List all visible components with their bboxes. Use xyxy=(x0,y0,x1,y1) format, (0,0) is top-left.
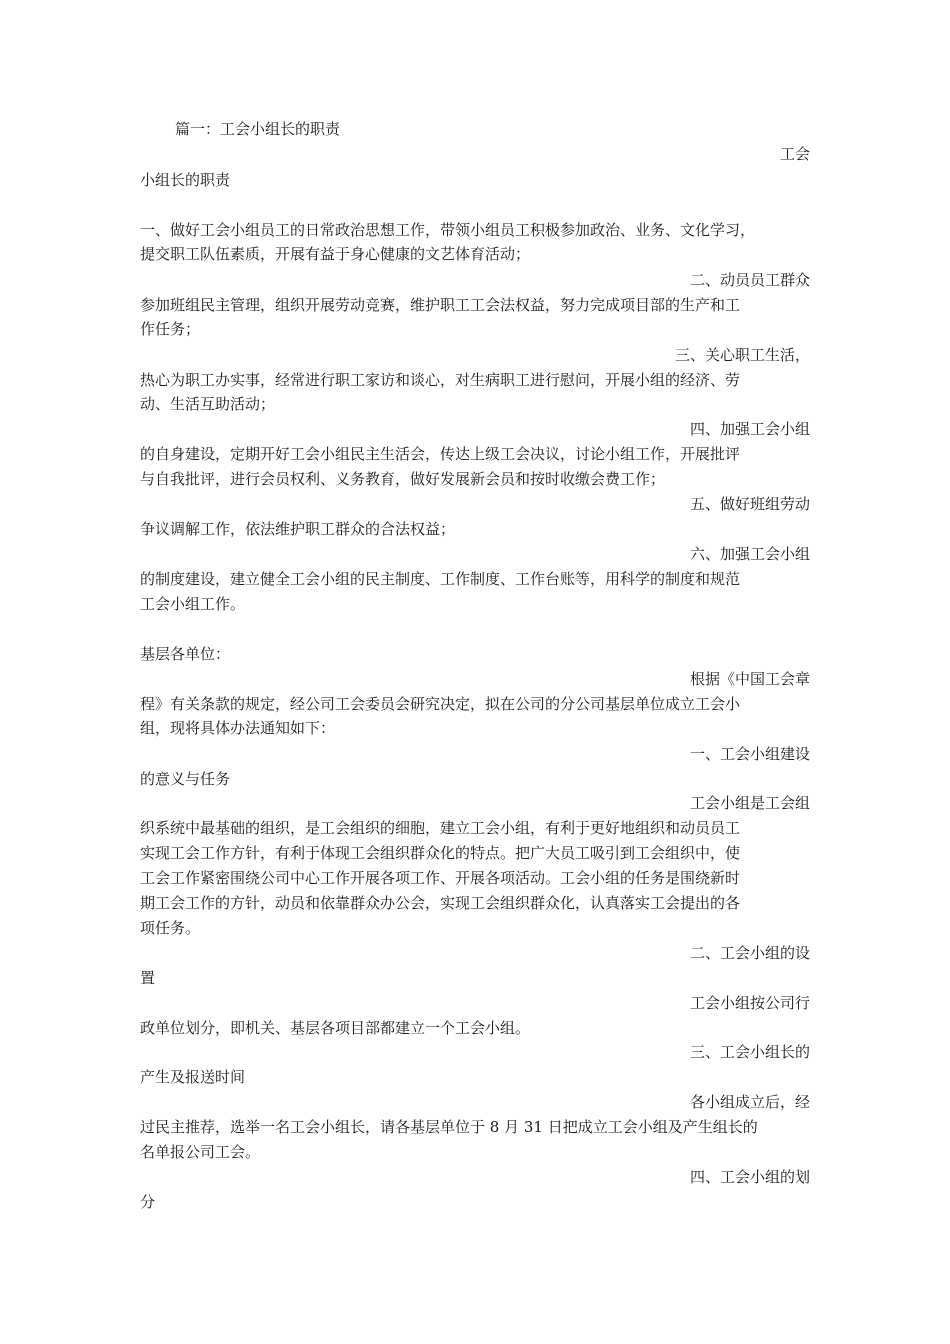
text-line: 程》有关条款的规定，经公司工会委员会研究决定，拟在公司的分公司基层单位成立工会小 xyxy=(140,695,741,713)
text-line: 基层各单位： xyxy=(140,645,231,663)
text-line: 参加班组民主管理，组织开展劳动竞赛，维护职工工会法权益，努力完成项目部的生产和工 xyxy=(140,296,741,314)
text-line: 的自身建设，定期开好工会小组民主生活会，传达上级工会决议，讨论小组工作，开展批评 xyxy=(140,445,741,463)
text-line: 的制度建设，建立健全工会小组的民主制度、工作制度、工作台账等，用科学的制度和规范 xyxy=(140,570,741,588)
text-line: 一、做好工会小组员工的日常政治思想工作，带领小组员工积极参加政治、业务、文化学习， xyxy=(140,221,756,239)
text-line: 产生及报送时间 xyxy=(140,1068,246,1086)
text-line: 四、加强工会小组 xyxy=(689,420,810,438)
text-line: 热心为职工办实事，经常进行职工家访和谈心，对生病职工进行慰问，开展小组的经济、劳 xyxy=(140,371,741,389)
text-line: 六、加强工会小组 xyxy=(689,545,810,563)
text-line: 工会小组是工会组 xyxy=(689,794,810,812)
text-line: 实现工会工作方针，有利于体现工会组织群众化的特点。把广大员工吸引到工会组织中，使 xyxy=(140,844,741,862)
text-line: 作任务； xyxy=(140,320,201,338)
text-line: 根据《中国工会章 xyxy=(689,670,810,688)
text-line: 组，现将具体办法通知如下： xyxy=(140,719,336,737)
text-line: 置 xyxy=(140,969,156,987)
text-line: 项任务。 xyxy=(140,919,201,937)
text-line: 的意义与任务 xyxy=(140,770,231,788)
text-line: 二、工会小组的设 xyxy=(689,944,810,962)
text-line: 期工会工作的方针，动员和依靠群众办公会，实现工会组织群众化，认真落实工会提出的各 xyxy=(140,894,741,912)
document-title: 篇一：工会小组长的职责 xyxy=(175,120,341,138)
text-line: 织系统中最基础的组织，是工会组织的细胞，建立工会小组，有利于更好地组织和动员员工 xyxy=(140,819,741,837)
text-line: 一、工会小组建设 xyxy=(689,745,810,763)
text-line: 各小组成立后，经 xyxy=(689,1093,810,1111)
text-line: 分 xyxy=(140,1193,156,1211)
text-line: 工会 xyxy=(779,145,810,163)
text-line: 三、工会小组长的 xyxy=(689,1043,810,1061)
text-line: 提交职工队伍素质，开展有益于身心健康的文艺体育活动； xyxy=(140,245,531,263)
text-line: 争议调解工作，依法维护职工群众的合法权益； xyxy=(140,520,456,538)
text-line: 工会工作紧密围绕公司中心工作开展各项工作、开展各项活动。工会小组的任务是围绕新时 xyxy=(140,869,741,887)
text-line: 五、做好班组劳动 xyxy=(689,495,810,513)
text-line: 过民主推荐，选举一名工会小组长，请各基层单位于 8 月 31 日把成立工会小组及产生组长的 xyxy=(140,1118,758,1136)
text-line: 名单报公司工会。 xyxy=(140,1143,261,1161)
text-line: 四、工会小组的划 xyxy=(689,1168,810,1186)
text-line: 工会小组工作。 xyxy=(140,595,246,613)
text-line: 三、关心职工生活， xyxy=(674,346,810,364)
text-line: 与自我批评，进行会员权利、义务教育，做好发展新会员和按时收缴会费工作； xyxy=(140,470,666,488)
text-line: 动、生活互助活动； xyxy=(140,395,276,413)
text-line: 工会小组按公司行 xyxy=(689,994,810,1012)
text-line: 二、动员员工群众 xyxy=(689,271,810,289)
text-line: 小组长的职责 xyxy=(140,171,231,189)
text-line: 政单位划分，即机关、基层各项目部都建立一个工会小组。 xyxy=(140,1019,531,1037)
